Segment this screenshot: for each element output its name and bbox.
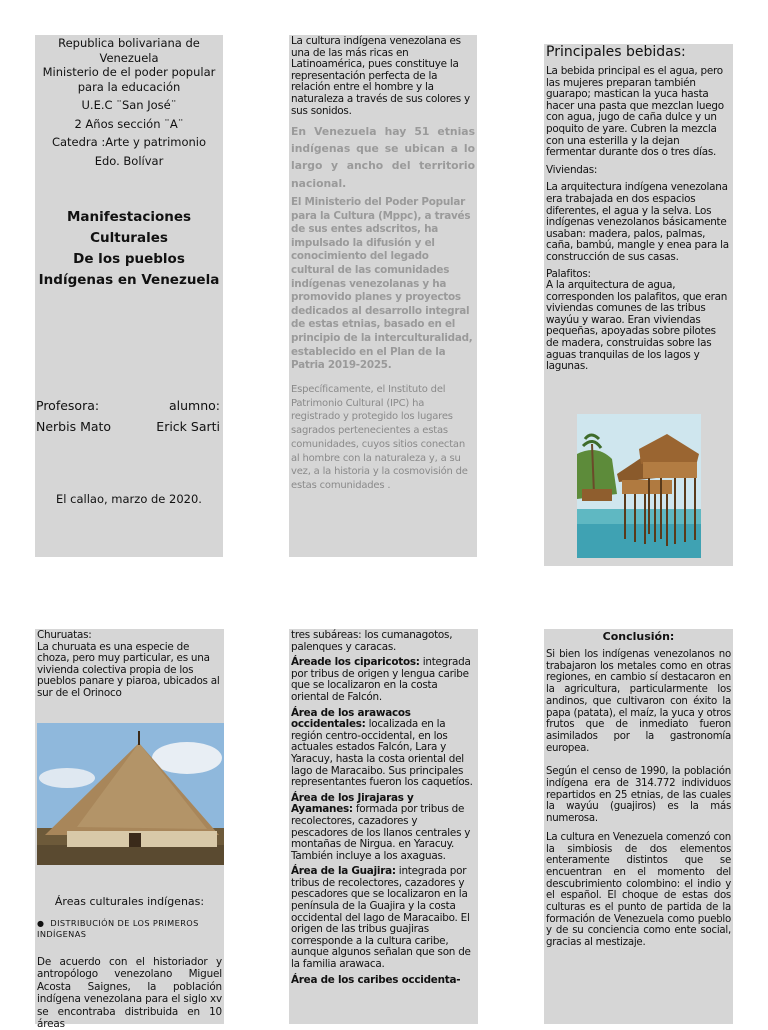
bebidas-text: La bebida principal es el agua, pero las mujeres preparan también guarapo; mastican la yuca hasta hacer una pasta que mezclan luego con agua, jugo de caña dulce y un poquito de yare. Cubren la mezcla con una esterilla y la dejan fermentar durante dos o tres días. [546, 65, 724, 159]
title-line-2: Culturales [90, 230, 168, 246]
viviendas-heading: Viviendas: [546, 163, 598, 176]
school-line: U.E.C ¨San José¨ [81, 98, 177, 112]
acosta-paragraph: De acuerdo con el historiador y antropólogo venezolano Miguel Acosta Saignes, la población indígena venezolana para el siglo xv se encontraba distribuida en 10 áreas [37, 956, 222, 1030]
area-name: Área de los caribes occidenta- [291, 973, 461, 986]
intro-paragraph: La cultura indígena venezolana es una de las más ricas en Latinoamérica, pues constituye la representación perfecta de la relación entre el hombre y la naturaleza a través de sus colores y sus sonidos. [291, 35, 470, 117]
area-name: Área de la Guajira: [291, 865, 396, 878]
etnias-paragraph: En Venezuela hay 51 etnias indígenas que se ubican a lo largo y ancho del territorio nacional. [291, 125, 475, 190]
area-name: Área de los Jirajaras y Ayamanes: [291, 791, 414, 816]
bullet-item [37, 918, 222, 940]
ministerio-paragraph: El Ministerio del Poder Popular para la Cultura (Mppc), a través de sus entes adscritos, ha impulsado la difusión y el conocimiento del legado cultural de las comunidades indígenas venezolanas y ha promovido planes y proyectos dedicados al desarrollo integral de estas etnias, basado en el principio de la interculturalidad, establecido en el Plan de la Patria 2019-2025. [291, 196, 473, 372]
areas-lead: tres subáreas: los cumanagotos, palenques y caracas. [291, 629, 453, 653]
area-text: integrada por tribus de recolectores, cazadores y pescadores que se localizaron en la península de la Guajira y la costa occidental del lago de Maracaibo. El origen de las tribus guajiras corresponde a la cultura caribe, aunque algunos señalan que son de la familia arawaca. [291, 865, 471, 971]
bebidas-heading: Principales bebidas: [546, 44, 686, 60]
area-item [291, 793, 476, 863]
palafitos-image [577, 414, 701, 558]
conclusion-paragraph-2: Según el censo de 1990, la población indígena era de 314.772 individuos repartidos en 25 etnias, de las cuales la wayúu (guajiros) es la más numerosa. [546, 766, 731, 825]
area-text: integrada por tribus de origen y lengua caribe que se localizaron en la costa oriental de Falcón. [291, 656, 471, 703]
areas-panel [289, 629, 478, 1024]
date-line: El callao, marzo de 2020. [56, 492, 202, 506]
cover-panel [35, 35, 223, 557]
area-item [291, 866, 476, 970]
palafitos-text: A la arquitectura de agua, corresponden los palafitos, que eran viviendas comunes de las tribus wayúu y warao. Eran viviendas pequeñas, apoyadas sobre pilotes de madera, construidas sobre las aguas tranquilas de los lagos y lagunas. [546, 279, 728, 373]
intro-panel [289, 35, 477, 557]
bullet-icon: ● [37, 919, 45, 928]
area-item [291, 708, 476, 789]
teacher-label: Profesora: [36, 398, 100, 413]
teacher-name: Nerbis Mato [36, 419, 112, 434]
state-line: Edo. Bolívar [94, 153, 164, 168]
churuata-image [37, 723, 224, 865]
republic-line: Republica bolivariana de Venezuela [58, 36, 200, 65]
grade-line: 2 Años sección ¨A¨ [74, 116, 184, 131]
conclusion-heading: Conclusión: [602, 630, 675, 643]
conclusion-paragraph-1: Si bien los indígenas venezolanos no trabajaron los metales como en otras regiones, en cambio sí destacaron en la agricultura, particularmente los andinos, que cultivaron con éxito la papa (patata), el maíz, la yuca y otros frutos que de inmediato fueron asimilados por la gastronomía europea. [546, 649, 731, 754]
credits [36, 395, 220, 437]
ipc-paragraph: Específicamente, el Instituto del Patrimonio Cultural (IPC) ha registrado y protegido los lugares sagrados pertenecientes a estas comunidades, cuyos sitios conectan al hombre con la naturaleza y, a su vez, a la historia y la cosmovisión de estas comunidades . [291, 384, 468, 491]
area-text: formada por tribus de recolectores, cazadores y pescadores de los llanos centrales y montañas de Nirgua. en Yaracuy. También incluye a los axaguas. [291, 803, 471, 862]
conclusion-panel [544, 629, 733, 1024]
churuatas-text: La churuata es una especie de choza, pero muy particular, es una vivienda colectiva propia de los pueblos panare y piaroa, ubicados al sur de el Orinoco [37, 640, 220, 699]
viviendas-text: La arquitectura indígena venezolana era trabajada en dos espacios diferentes, el agua y la selva. Los indígenas venezolanos básicamente usaban: madera, palos, palmas, caña, bambú, mangle y enea para la construcción de sus casas. [546, 181, 729, 263]
title-line-4: Indígenas en Venezuela [38, 272, 220, 288]
brochure-title [35, 207, 223, 291]
area-name: Área de los arawacos occidentales: [291, 706, 411, 731]
area-name: Áreade los ciparicotos: [291, 656, 420, 669]
bullet-text: DISTRIBUCIÓN DE LOS PRIMEROS INDÍGENAS [37, 918, 199, 939]
area-text: localizada en la región centro-occidental, en los actuales estados Falcón, Lara y Yaracuy, hasta la costa oriental del lago de Maracaibo. Sus principales representantes fueron los caquetíos. [291, 718, 473, 789]
churuatas-panel [35, 629, 224, 1030]
student-label: alumno: [168, 398, 220, 413]
conclusion-paragraph-3: La cultura en Venezuela comenzó con la simbiosis de dos elementos enteramente distintos que se encuentran en el momento del descubrimiento colombino: el indio y el español. El choque de estas dos culturas es el punto de partida de la formación de Venezuela como pueblo y de su conciencia como ente social, gracias al mestizaje. [546, 831, 731, 949]
bebidas-panel [544, 44, 733, 566]
ministry-line: Ministerio de el poder popular para la educación [42, 65, 216, 94]
churuatas-heading: Churuatas: [37, 629, 92, 641]
areas-heading: Áreas culturales indígenas: [54, 895, 205, 908]
title-line-3: De los pueblos [73, 251, 185, 267]
student-name: Erick Sarti [156, 419, 220, 434]
subject-line: Catedra :Arte y patrimonio [51, 135, 207, 149]
area-item [291, 657, 476, 703]
area-item [291, 975, 476, 987]
palafitos-heading: Palafitos: [546, 267, 591, 280]
title-line-1: Manifestaciones [66, 209, 192, 225]
